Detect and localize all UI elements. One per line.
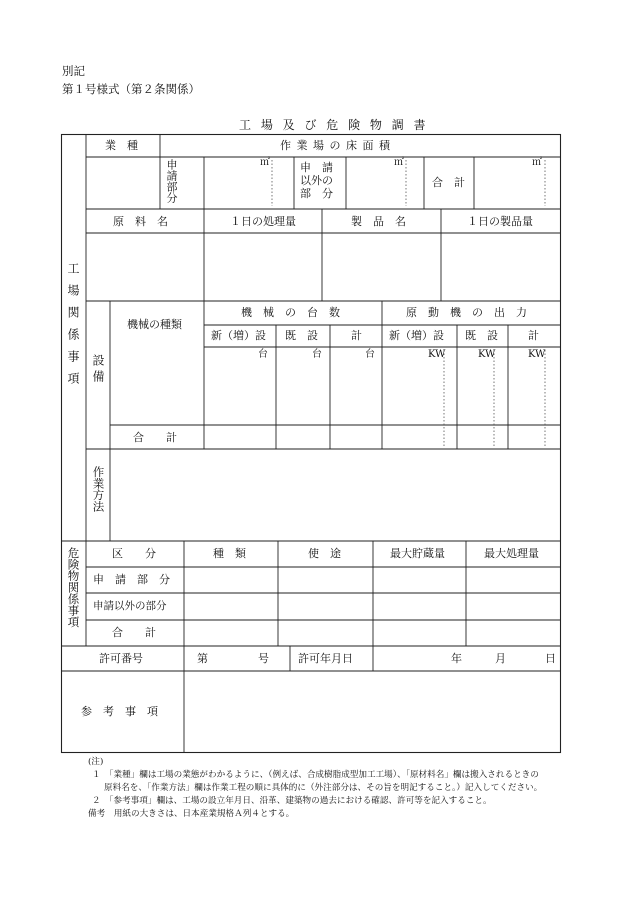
unit-m2: ㎡ [394,157,404,168]
non-applied-part-label-3: 部 分 [300,187,333,200]
permit-go: 号 [258,652,269,665]
note-2: ２ 「参考事項」欄は、工場の設立年月日、沿革、建築物の過去における確認、許可等を記入すること。 [92,795,492,806]
daily-product-header: １日の製品量 [467,215,533,228]
factory-section-label: 工場関係事項 [66,262,80,394]
machine-existing-header: 既 設 [285,329,318,342]
industry-type-label: 業 種 [105,139,138,152]
motor-output-header: 原 動 機 の 出 力 [406,306,527,319]
unit-kw: KW [428,349,446,360]
form-reference: 別記 [62,64,85,78]
machine-new-header: 新（増）設 [211,329,266,342]
permit-month: 月 [495,652,506,665]
floor-total-label: 合 計 [432,176,465,189]
unit-dai: 台 [365,349,375,360]
permit-year: 年 [451,652,462,665]
max-processing-header: 最大処理量 [484,547,539,560]
machine-total-header: 計 [351,329,362,342]
hazard-row-non-applied: 申請以外の部分 [93,600,167,612]
notes-heading: (注) [88,757,104,767]
equipment-label: 設備 [91,354,105,386]
category-header: 区 分 [112,547,156,560]
page-title: 工 場 及 び 危 険 物 調 書 [239,118,429,132]
machine-type-header: 機械の種類 [127,318,182,331]
hazard-section-label: 危険物関係事項 [66,547,81,628]
daily-processing-header: １日の処理量 [230,215,296,228]
floor-area-header: 作 業 場 の 床 面 積 [280,139,391,152]
note-1a: １ 「業種」欄は工場の業態がわかるように、（例えば、合成樹脂成型加工工場）、「原材料名」欄は搬入されるときの [92,769,539,780]
usage-header: 使 途 [308,547,341,560]
notes-block [88,756,568,820]
permit-dai: 第 [197,652,208,665]
permit-day: 日 [545,652,556,665]
machine-count-header: 機 械 の 台 数 [241,306,340,319]
work-method-label: 作業方法 [91,466,106,512]
non-applied-part-label-2: 以外の [300,174,333,187]
permit-number-label: 許可番号 [99,652,143,665]
motor-existing-header: 既 設 [465,329,498,342]
unit-kw: KW [478,349,496,360]
remarks-label: 参 考 事 項 [81,705,158,718]
unit-dai: 台 [312,349,322,360]
unit-m2: ㎡ [260,157,270,168]
note-bikou: 備考 用紙の大きさは、日本産業規格Ａ列４とする。 [88,808,295,819]
form-number: 第１号様式（第２条関係） [62,82,200,96]
hazard-type-header: 種 類 [213,547,246,560]
hazard-row-applied: 申 請 部 分 [93,573,170,586]
max-storage-header: 最大貯蔵量 [390,547,445,560]
unit-dai: 台 [258,349,268,360]
material-name-header: 原 料 名 [113,215,168,228]
note-1b: 原料名を、「作業方法」欄は作業工程の順に具体的に（外注部分は、その旨を明記すること。）記入してください。 [104,782,543,793]
equipment-total-label: 合 計 [133,431,177,444]
product-name-header: 製 品 名 [351,215,406,228]
unit-kw: KW [528,349,546,360]
motor-total-header: 計 [528,329,539,342]
motor-new-header: 新（増）設 [389,329,444,342]
non-applied-part-label-1: 申 請 [300,161,333,174]
permit-date-label: 許可年月日 [298,652,353,665]
applied-part-label: 申請部分 [165,159,178,203]
hazard-row-total: 合 計 [112,626,156,639]
unit-m2: ㎡ [532,157,542,168]
